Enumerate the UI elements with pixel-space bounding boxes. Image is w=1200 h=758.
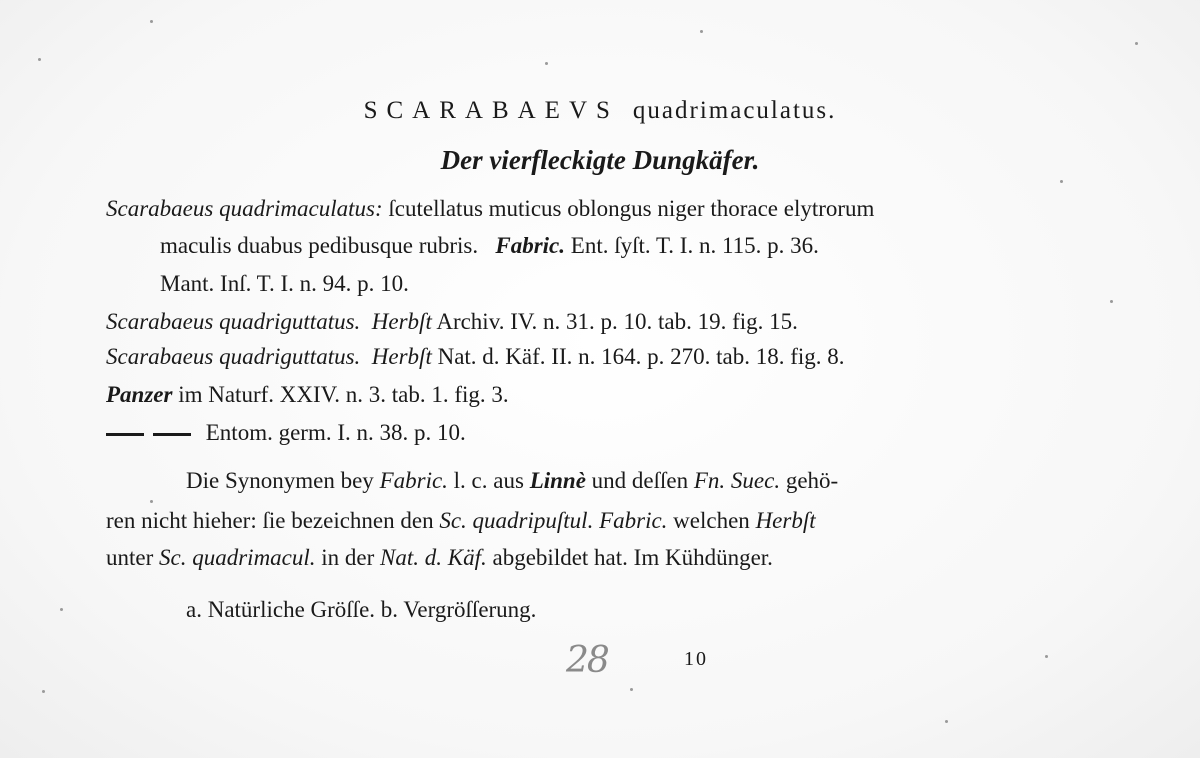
paper-speck: [1135, 42, 1138, 45]
synonym-name: Scarabaeus quadriguttatus.: [106, 309, 361, 334]
note-text: unter: [106, 545, 154, 570]
note-line-3: [106, 546, 773, 569]
work-title: Nat. d. Käf.: [380, 545, 487, 570]
paper-speck: [150, 20, 153, 23]
page-title: [0, 98, 1200, 123]
author-name: Herbſt: [371, 344, 432, 369]
synonym-line-6: [106, 383, 509, 406]
paper-speck: [1110, 300, 1113, 303]
synonym-line-1: [106, 197, 874, 220]
synonym-line-7: [106, 421, 466, 444]
synonym-name: Scarabaeus quadrimaculatus:: [106, 196, 383, 221]
note-text: l. c. aus: [453, 468, 524, 493]
page-number: 10: [684, 648, 708, 670]
note-text: und deſſen: [591, 468, 689, 493]
note-text: gehö-: [785, 468, 839, 493]
handwritten-page-number: 28: [566, 640, 608, 681]
author-name: Herbſt: [371, 309, 432, 334]
species-reference: Sc. quadrimacul.: [159, 545, 316, 570]
reference: Ent. ſyſt. T. I. n. 115. p. 36.: [570, 233, 819, 258]
paper-speck: [700, 30, 703, 33]
german-title: Der vierfleckigte Dungkäfer.: [440, 145, 760, 175]
author-name: Fabric.: [495, 233, 566, 258]
synonym-name: Scarabaeus quadriguttatus.: [106, 344, 361, 369]
synonym-text: ſcutellatus muticus oblongus niger thorace elytrorum: [388, 196, 875, 221]
note-text: abgebildet hat. Im Kühdünger.: [492, 545, 773, 570]
reference: Entom. germ. I. n. 38. p. 10.: [205, 420, 466, 445]
paper-speck: [945, 720, 948, 723]
author-name: Linnè: [529, 468, 586, 493]
paper-speck: [42, 690, 45, 693]
reference: Archiv. IV. n. 31. p. 10. tab. 19. fig. 15.: [436, 309, 798, 334]
author-name: Panzer: [106, 382, 173, 407]
paper-speck: [1045, 655, 1048, 658]
paper-speck: [150, 500, 153, 503]
ditto-dash: [106, 433, 144, 436]
synonym-line-2: [160, 234, 819, 257]
synonym-line-5: [106, 345, 845, 368]
work-title: Fn. Suec.: [693, 468, 781, 493]
note-line-2: [106, 509, 816, 532]
species-reference: Sc. quadripuſtul. Fabric.: [439, 508, 668, 533]
note-text: Die Synonymen bey: [186, 468, 374, 493]
paper-speck: [60, 608, 63, 611]
reference: Nat. d. Käf. II. n. 164. p. 270. tab. 18. fig. 8.: [437, 344, 845, 369]
paper-speck: [545, 62, 548, 65]
author-name: Herbſt: [755, 508, 816, 533]
paper-speck: [38, 58, 41, 61]
note-line-1: [186, 469, 838, 492]
note-text: welchen: [673, 508, 750, 533]
genus-name: SCARABAEVS: [363, 97, 619, 124]
synonym-text: maculis duabus pedibusque rubris.: [160, 233, 479, 258]
ditto-dash: [153, 433, 191, 436]
synonym-line-3: [160, 272, 409, 295]
paper-speck: [1060, 180, 1063, 183]
reference: im Naturf. XXIV. n. 3. tab. 1. fig. 3.: [178, 382, 509, 407]
species-name: quadrimaculatus.: [632, 97, 837, 124]
reference: Mant. Inſ. T. I. n. 94. p. 10.: [160, 271, 409, 296]
paper-speck: [630, 688, 633, 691]
note-text: in der: [321, 545, 375, 570]
figure-legend: a. Natürliche Gröſſe. b. Vergröſſerung.: [186, 597, 537, 622]
author-name: Fabric.: [379, 468, 448, 493]
synonym-line-4: [106, 310, 798, 333]
note-text: ren nicht hieher: ſie bezeichnen den: [106, 508, 434, 533]
